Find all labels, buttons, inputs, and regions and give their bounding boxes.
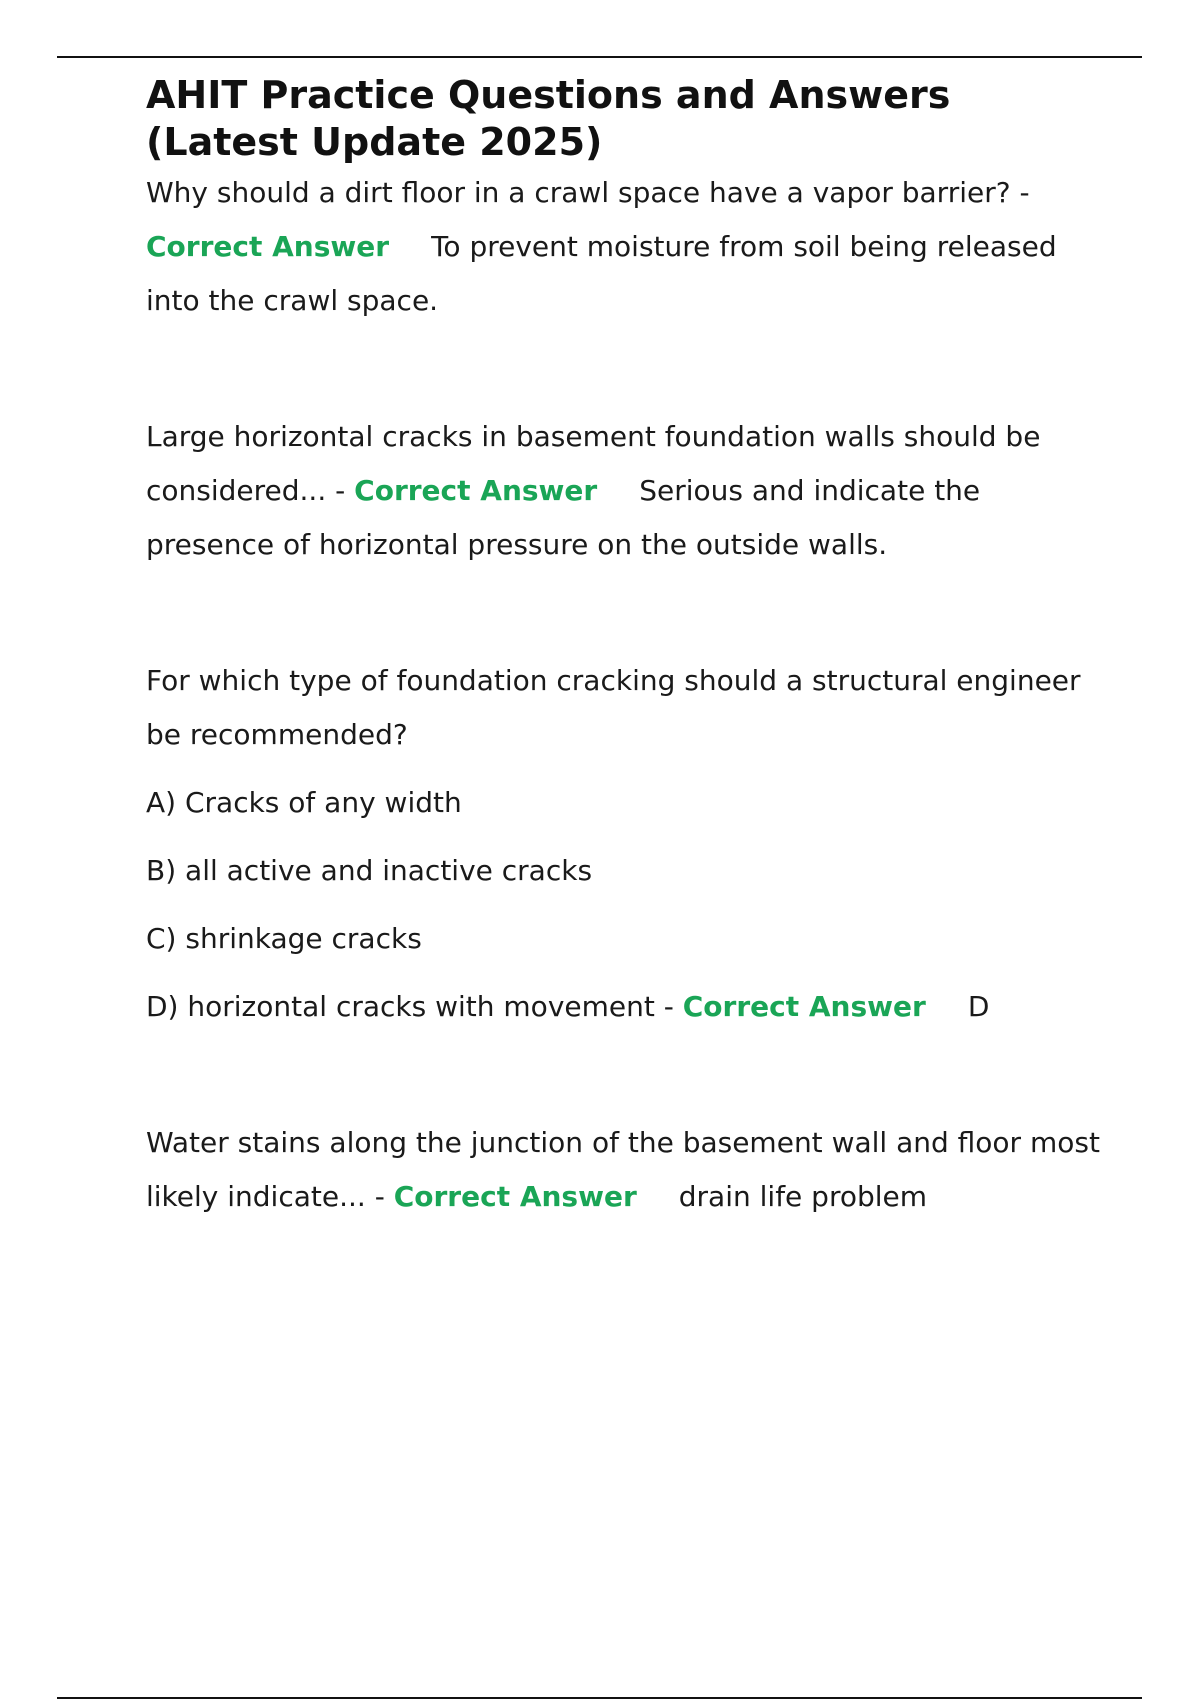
question-text: For which type of foundation cracking should a structural engineer be recommended? xyxy=(146,664,1081,751)
qa-item-1: Why should a dirt floor in a crawl space have a vapor barrier? - Correct Answer To prevent moisture from soil being released into the crawl space. xyxy=(146,176,1057,317)
qa-item-3 xyxy=(146,654,1106,762)
document-body xyxy=(146,72,1106,1224)
correct-answer-label: Correct Answer xyxy=(146,230,390,263)
bottom-rule xyxy=(57,1697,1142,1699)
correct-answer-label: Correct Answer xyxy=(393,1180,637,1213)
question-text: Water stains along the junction of the basement wall and floor most likely indicate... xyxy=(146,1126,1100,1213)
option-b: B) all active and inactive cracks xyxy=(146,854,593,887)
option-d: D) horizontal cracks with movement xyxy=(146,990,655,1023)
answer-text: Serious and indicate the presence of horizontal pressure on the outside walls. xyxy=(146,474,981,561)
question-text: Why should a dirt floor in a crawl space have a vapor barrier? xyxy=(146,176,1011,209)
correct-answer-label: Correct Answer xyxy=(354,474,598,507)
qa-item-4: Water stains along the junction of the basement wall and floor most likely indicate... - Correct Answer drain life problem xyxy=(146,1126,1100,1213)
option-c: C) shrinkage cracks xyxy=(146,922,422,955)
correct-answer-label: Correct Answer xyxy=(682,990,926,1023)
option-a: A) Cracks of any width xyxy=(146,786,462,819)
page-title: AHIT Practice Questions and Answers (Latest Update 2025) xyxy=(146,73,951,164)
question-text: Large horizontal cracks in basement foundation walls should be considered... xyxy=(146,420,1041,507)
option-d-with-answer: D) horizontal cracks with movement - Correct Answer D xyxy=(146,990,990,1023)
top-rule xyxy=(57,56,1142,58)
answer-text: drain life problem xyxy=(678,1180,928,1213)
answer-text: D xyxy=(967,990,990,1023)
answer-text: To prevent moisture from soil being released into the crawl space. xyxy=(146,230,1057,317)
qa-item-2: Large horizontal cracks in basement foundation walls should be considered... - Correct Answer Serious and indicate the presence of horizontal pressure on the outside walls. xyxy=(146,420,1041,561)
